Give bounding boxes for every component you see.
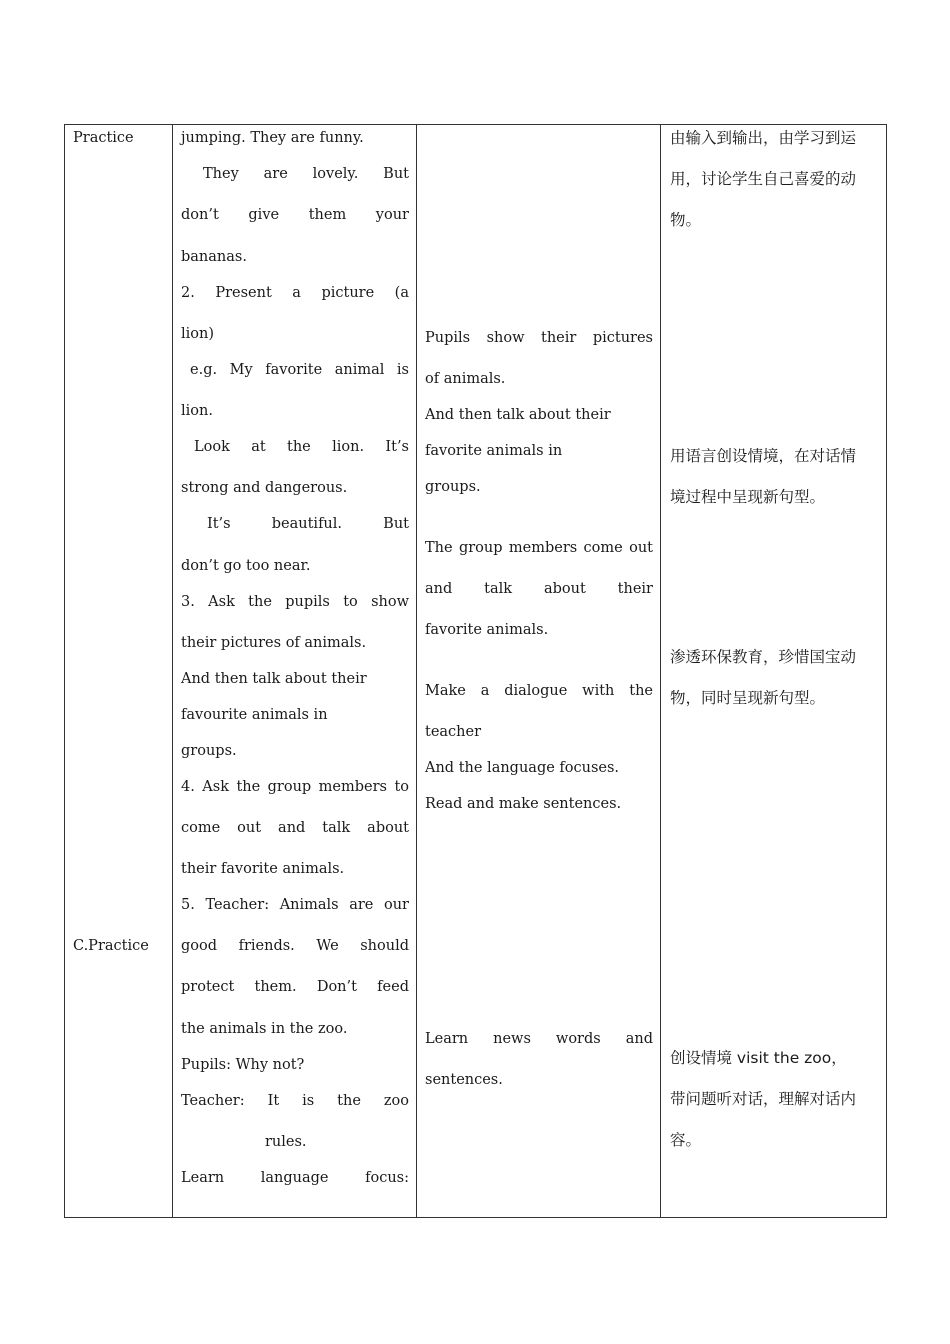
design-intent-line: 带问题听对话，理解对话内 [670,1090,857,1108]
student-activity-line: And the language focuses. [425,760,620,776]
teacher-activity-line: 5. Teacher: Animals are our [181,897,409,913]
teacher-activity-line: Learn language focus: [181,1170,409,1186]
student-activity-line: teacher [425,724,482,740]
design-intent-line: 物，同时呈现新句型。 [670,689,826,707]
teacher-activity-line: 4. Ask the group members to [181,779,409,795]
teacher-activity-line: rules. [265,1134,307,1150]
design-intent-line: 由输入到输出，由学习到运 [670,129,857,147]
stage-label: Practice [73,130,134,146]
teacher-activity-line: And then talk about their [181,671,367,687]
teacher-activity-line: good friends. We should [181,938,409,954]
student-activity-line: The group members come out [425,540,653,556]
teacher-activity-line: come out and talk about [181,820,409,836]
student-activity-line: favorite animals. [425,622,549,638]
design-intent-column [661,125,887,1218]
student-activity-line: Make a dialogue with the [425,683,653,699]
student-activity-line: Learn news words and [425,1031,653,1047]
table-row [65,125,887,1218]
teacher-activity-line: 2. Present a picture (a [181,285,409,301]
teacher-activity-line: favourite animals in [181,707,328,723]
teacher-activity-line: protect them. Don’t feed [181,979,409,995]
design-intent-line: 容。 [670,1131,702,1149]
design-intent-line: 用语言创设情境，在对话情 [670,447,857,465]
student-activity-line: Read and make sentences. [425,796,622,812]
design-intent-line: 渗透环保教育，珍惜国宝动 [670,648,857,666]
teacher-activity-line: strong and dangerous. [181,480,348,496]
teacher-activity-line: their favorite animals. [181,861,345,877]
teacher-activity-line: jumping. They are funny. [181,130,364,146]
teacher-activity-line: their pictures of animals. [181,635,367,651]
design-intent-line: 创设情境 visit the zoo， [670,1049,847,1067]
teacher-activity-line: 3. Ask the pupils to show [181,594,409,610]
lesson-plan-table [64,124,887,1218]
student-activity-line: of animals. [425,371,506,387]
teacher-activity-line: Look at the lion. It’s [194,439,409,455]
design-intent-line: 物。 [670,211,702,229]
teacher-activity-line: lion. [181,403,213,419]
stage-column [65,125,173,1218]
teacher-activity-line: groups. [181,743,237,759]
teacher-activity-line: bananas. [181,249,247,265]
student-activity-line: sentences. [425,1072,503,1088]
teacher-activity-line: e.g. My favorite animal is [190,362,409,378]
teacher-activity-line: Teacher: It is the zoo [181,1093,409,1109]
stage-label: C.Practice [73,938,149,954]
teacher-activity-line: lion) [181,326,215,342]
student-activity-column [417,125,661,1218]
teacher-activity-line: the animals in the zoo. [181,1021,348,1037]
student-activity-line: and talk about their [425,581,653,597]
teacher-activity-line: It’s beautiful. But [207,516,409,532]
design-intent-line: 用，讨论学生自己喜爱的动 [670,170,857,188]
teacher-activity-line: Pupils: Why not? [181,1057,305,1073]
student-activity-line: And then talk about their [425,407,611,423]
teacher-activity-line: They are lovely. But [203,166,409,182]
student-activity-line: groups. [425,479,481,495]
student-activity-line: favorite animals in [425,443,563,459]
teacher-activity-column [173,125,417,1218]
teacher-activity-line: don’t go too near. [181,558,311,574]
student-activity-line: Pupils show their pictures [425,330,653,346]
teacher-activity-line: don’t give them your [181,207,409,223]
design-intent-line: 境过程中呈现新句型。 [670,488,826,506]
